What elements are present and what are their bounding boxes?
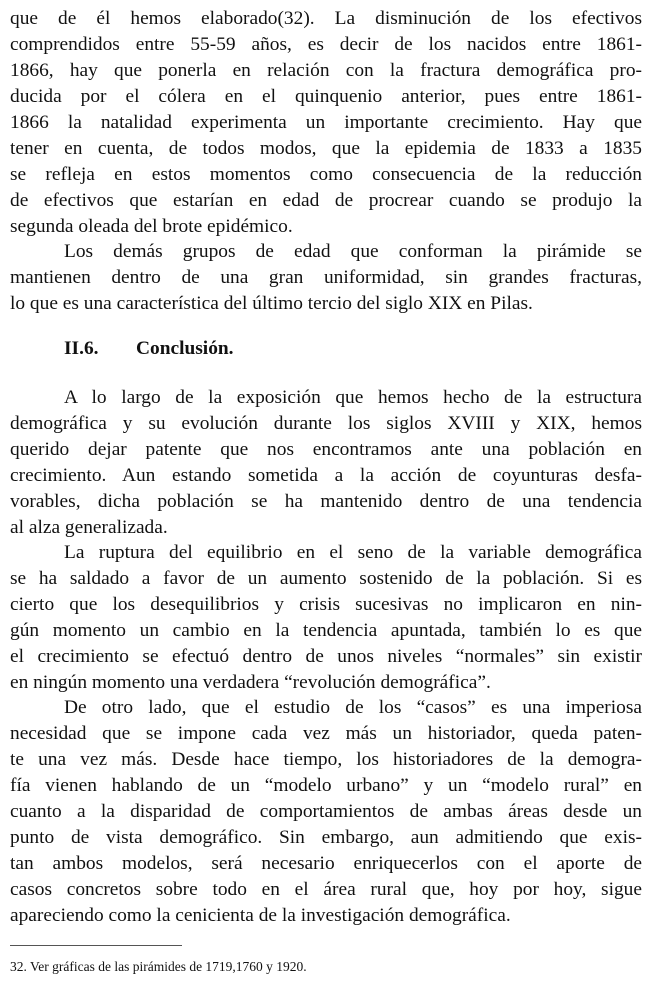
text-line: querido dejar patente que nos encontramos ante una población en xyxy=(10,439,642,460)
text-line: 1866, hay que ponerla en relación con la fractura demográfica pro- xyxy=(10,60,642,81)
text-line: fía vienen hablando de un “modelo urbano” y un “modelo rural” en xyxy=(10,775,642,796)
text-line: de efectivos que estarían en edad de procrear cuando se produjo la xyxy=(10,190,642,211)
text-line: ducida por el cólera en el quinquenio anterior, pues entre 1861- xyxy=(10,86,642,107)
text-line: en ningún momento una verdadera “revolución demográfica”. xyxy=(10,672,491,693)
text-line: cierto que los desequilibrios y crisis sucesivas no implicaron en nin- xyxy=(10,594,642,615)
text-line: te una vez más. Desde hace tiempo, los historiadores de la demogra- xyxy=(10,749,642,770)
text-line: 1866 la natalidad experimenta un importante crecimiento. Hay que xyxy=(10,112,642,133)
text-line: que de él hemos elaborado(32). La disminución de los efectivos xyxy=(10,8,642,29)
text-line: La ruptura del equilibrio en el seno de la variable demográfica xyxy=(64,542,642,563)
text-line: el crecimiento se efectuó dentro de unos niveles “normales” sin existir xyxy=(10,646,642,667)
text-line: mantienen dentro de una gran uniformidad, sin grandes fracturas, xyxy=(10,267,642,288)
text-line: segunda oleada del brote epidémico. xyxy=(10,216,293,237)
footnote: 32. Ver gráficas de las pirámides de 1719,1760 y 1920. xyxy=(10,959,307,974)
text-line: tan ambos modelos, será necesario enriquecerlos con el aporte de xyxy=(10,853,642,874)
text-line: cuanto a la disparidad de comportamientos de ambas áreas desde un xyxy=(10,801,642,822)
text-line: crecimiento. Aun estando sometida a la acción de coyunturas desfa- xyxy=(10,465,642,486)
text-line: se ha saldado a favor de un aumento sostenido de la población. Si es xyxy=(10,568,642,589)
text-line: Los demás grupos de edad que conforman la pirámide se xyxy=(64,241,642,262)
text-line: De otro lado, que el estudio de los “casos” es una imperiosa xyxy=(64,697,642,718)
text-line: se refleja en estos momentos como consecuencia de la reducción xyxy=(10,164,642,185)
text-line: gún momento un cambio en la tendencia apuntada, también lo es que xyxy=(10,620,642,641)
text-line: al alza generalizada. xyxy=(10,517,168,538)
text-line: comprendidos entre 55-59 años, es decir de los nacidos entre 1861- xyxy=(10,34,642,55)
text-line: casos concretos sobre todo en el área rural que, hoy por hoy, sigue xyxy=(10,879,642,900)
text-line: tener en cuenta, de todos modos, que la epidemia de 1833 a 1835 xyxy=(10,138,642,159)
text-line: demográfica y su evolución durante los siglos XVIII y XIX, hemos xyxy=(10,413,642,434)
text-line: vorables, dicha población se ha mantenido dentro de una tendencia xyxy=(10,491,642,512)
text-line: A lo largo de la exposición que hemos hecho de la estructura xyxy=(64,387,642,408)
text-line: lo que es una característica del último tercio del siglo XIX en Pilas. xyxy=(10,293,533,314)
text-line: apareciendo como la cenicienta de la investigación demográfica. xyxy=(10,905,511,926)
text-line: necesidad que se impone cada vez más un historiador, queda paten- xyxy=(10,723,642,744)
text-line: punto de vista demográfico. Sin embargo, aun admitiendo que exis- xyxy=(10,827,642,848)
section-heading xyxy=(64,336,234,361)
section-number: II.6. xyxy=(64,338,99,359)
section-title: Conclusión. xyxy=(136,338,234,359)
footnote-divider xyxy=(10,945,182,946)
